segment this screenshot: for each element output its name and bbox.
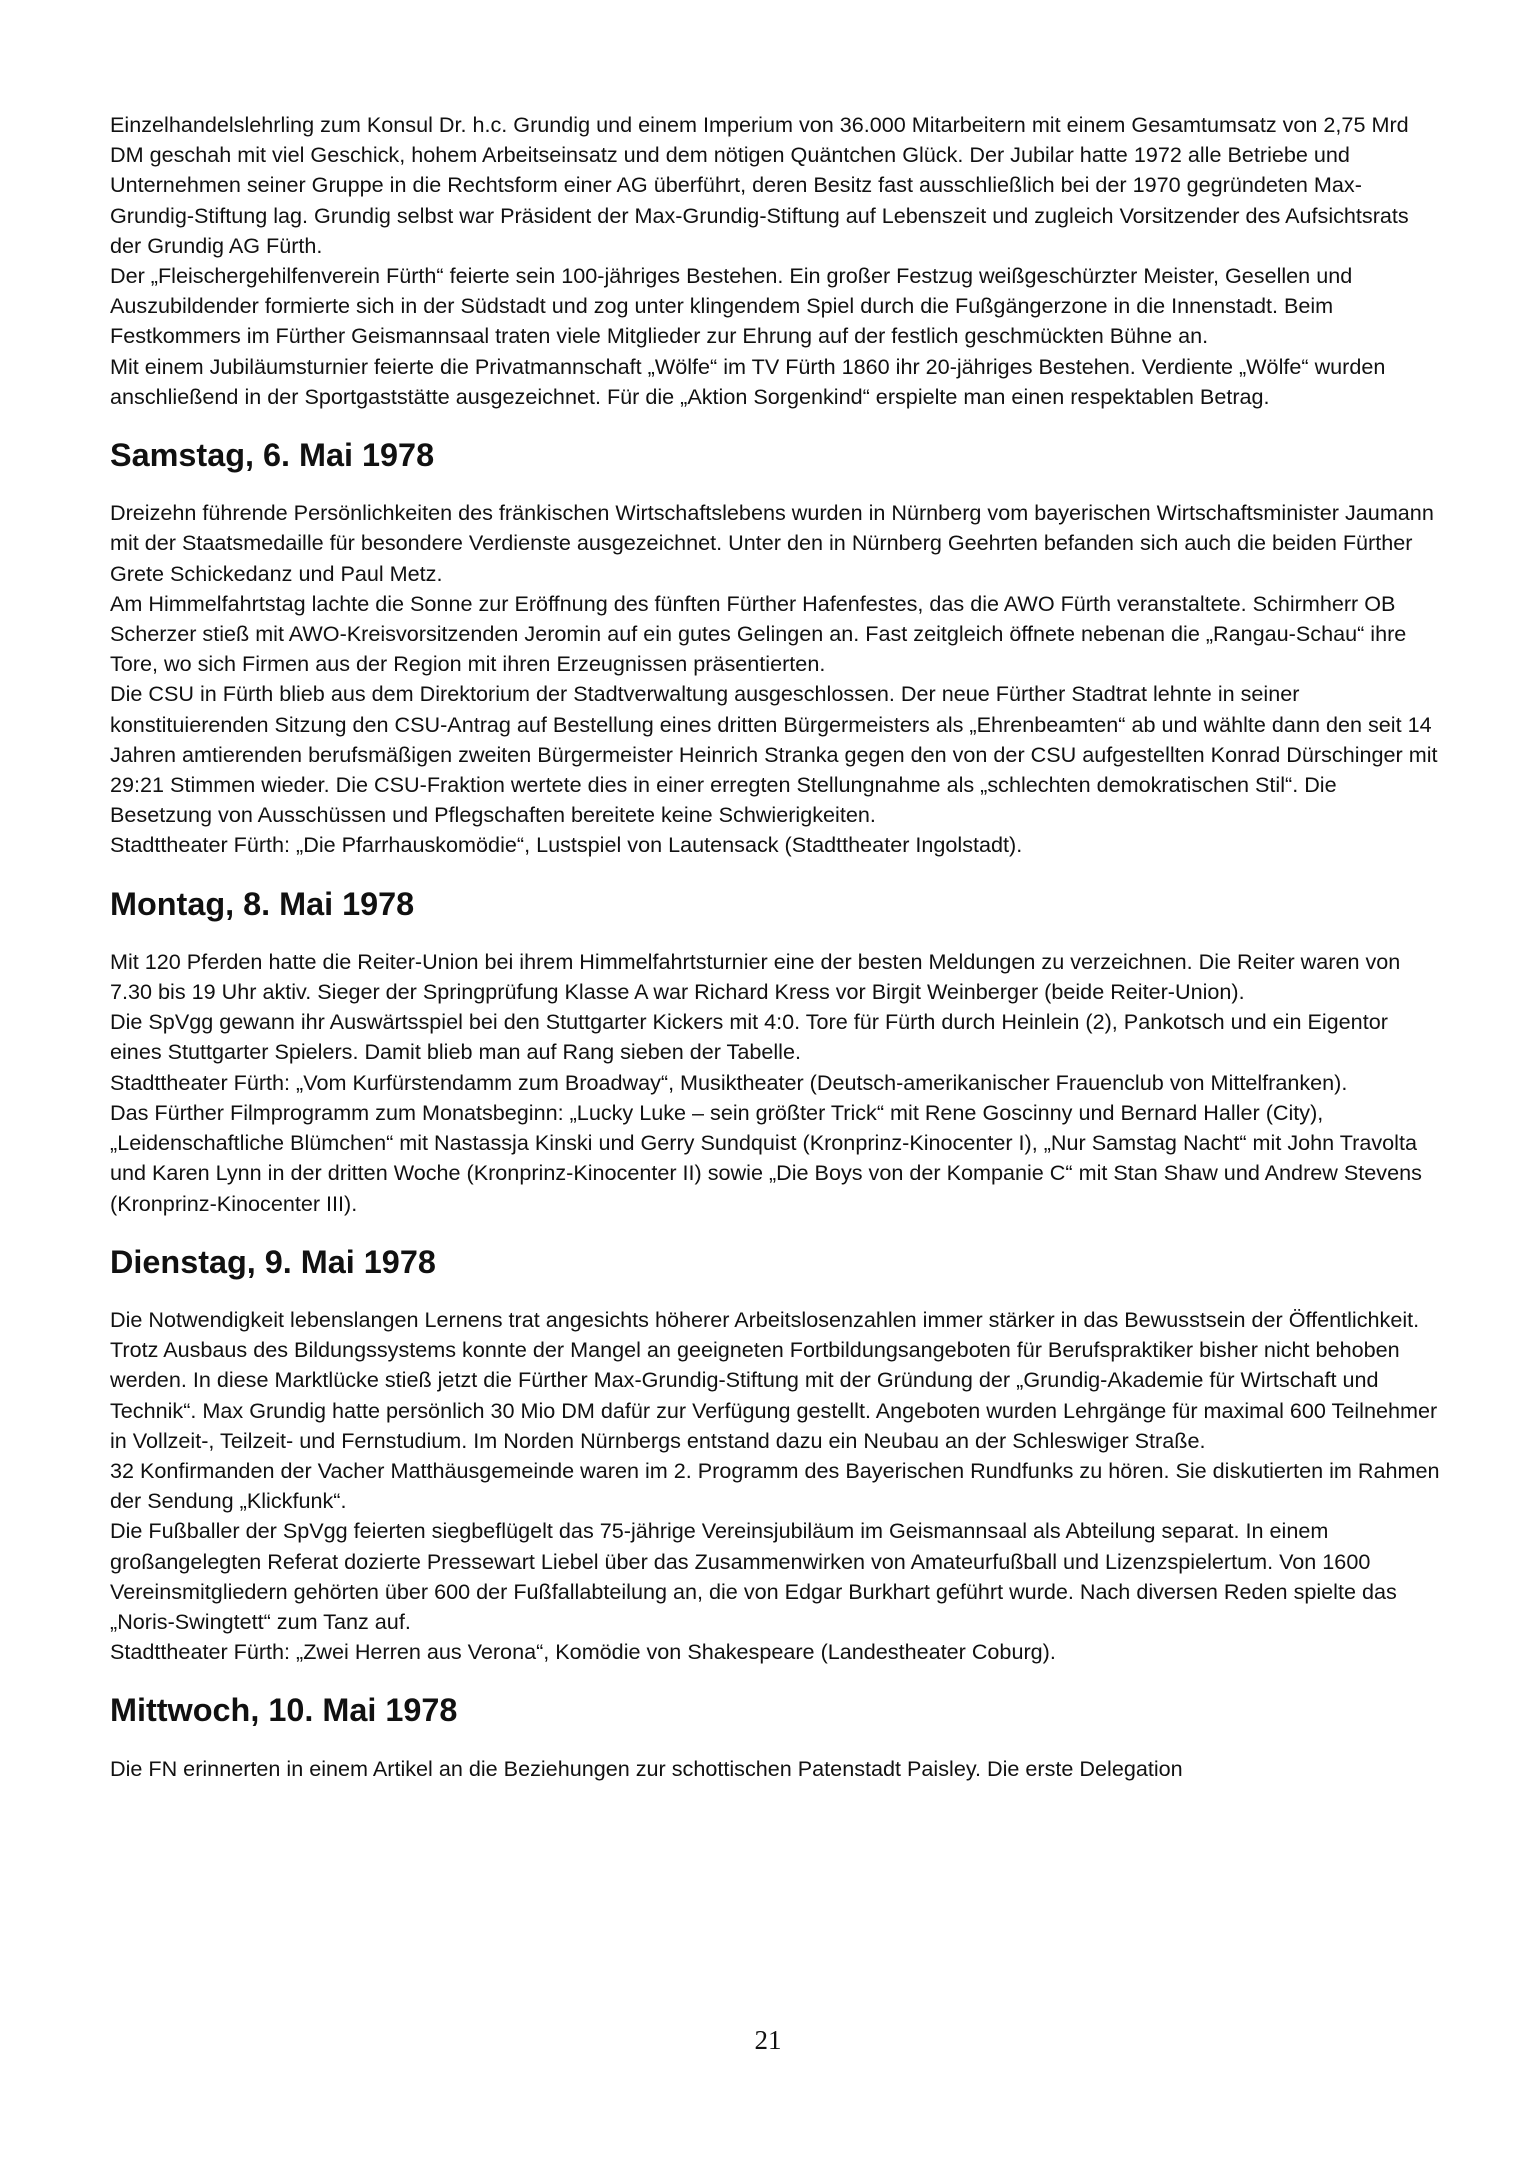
paragraph: Die CSU in Fürth blieb aus dem Direktorium der Stadtverwaltung ausgeschlossen. Der neue Fürther Stadtrat lehnte in seiner konstituierenden Sitzung den CSU-Antrag auf Bestellung eines dritten Bürgermeisters als „Ehrenbeamten“ ab und wählte dann den seit 14 Jahren amtierenden berufsmäßigen zweiten Bürgermeister Heinrich Stranka gegen den von der CSU aufgestellten Konrad Dürschinger mit 29:21 Stimmen wieder. Die CSU-Fraktion wertete dies in einer erregten Stellungnahme als „schlechten demokratischen Stil“. Die Besetzung von Ausschüssen und Pflegschaften bereitete keine Schwierigkeiten. bbox=[110, 681, 1438, 828]
paragraph: Der „Fleischergehilfenverein Fürth“ feierte sein 100-jähriges Bestehen. Ein großer Festzug weißgeschürzter Meister, Gesellen und Auszubildender formierte sich in der Südstadt und zog unter klingendem Spiel durch die Fußgängerzone in die Innenstadt. Beim Festkommers im Fürther Geismannsaal traten viele Mitglieder zur Ehrung auf der festlich geschmückten Bühne an. bbox=[110, 263, 1353, 349]
paragraph: Am Himmelfahrtstag lachte die Sonne zur Eröffnung des fünften Fürther Hafenfestes, das die AWO Fürth veranstaltete. Schirmherr OB Scherzer stieß mit AWO-Kreisvorsitzenden Jeromin auf ein gutes Gelingen an. Fast zeitgleich öffnete nebenan die „Rangau-Schau“ ihre Tore, wo sich Firmen aus der Region mit ihren Erzeugnissen präsentierten. bbox=[110, 590, 1407, 677]
paragraph: Stadttheater Fürth: „Die Pfarrhauskomödie“, Lustspiel von Lautensack (Stadttheater Ingolstadt). bbox=[110, 832, 1023, 858]
paragraph: Stadttheater Fürth: „Vom Kurfürstendamm zum Broadway“, Musiktheater (Deutsch-amerikanischer Frauenclub von Mittelfranken). bbox=[110, 1069, 1348, 1095]
paragraph: Mit einem Jubiläumsturnier feierte die Privatmannschaft „Wölfe“ im TV Fürth 1860 ihr 20-jähriges Bestehen. Verdiente „Wölfe“ wurden anschließend in der Sportgaststätte ausgezeichnet. Für die „Aktion Sorgenkind“ erspielte man einen respektablen Betrag. bbox=[110, 353, 1386, 409]
section-heading: Montag, 8. Mai 1978 bbox=[110, 885, 415, 922]
section-heading: Mittwoch, 10. Mai 1978 bbox=[110, 1692, 458, 1729]
paragraph: Die Fußballer der SpVgg feierten siegbeflügelt das 75-jährige Vereinsjubiläum im Geismannsaal als Abteilung separat. In einem großangelegten Referat dozierte Pressewart Liebel über das Zusammenwirken von Amateurfußball und Lizenzspielertum. Von 1600 Vereinsmitgliedern gehörten über 600 der Fußfallabteilung an, die von Edgar Burkhart geführt wurde. Nach diversen Reden spielte das „Noris-Swingtett“ zum Tanz auf. bbox=[110, 1518, 1397, 1634]
paragraph: Die SpVgg gewann ihr Auswärtsspiel bei den Stuttgarter Kickers mit 4:0. Tore für Fürth durch Heinlein (2), Pankotsch und ein Eigentor eines Stuttgarter Spielers. Damit blieb man auf Rang sieben der Tabelle. bbox=[110, 1009, 1388, 1065]
paragraph: Dreizehn führende Persönlichkeiten des fränkischen Wirtschaftslebens wurden in Nürnberg vom bayerischen Wirtschaftsminister Jaumann mit der Staatsmedaille für besondere Verdienste ausgezeichnet. Unter den in Nürnberg Geehrten befanden sich auch die beiden Fürther Grete Schickedanz und Paul Metz. bbox=[110, 500, 1434, 586]
paragraph: Mit 120 Pferden hatte die Reiter-Union bei ihrem Himmelfahrtsturnier eine der besten Meldungen zu verzeichnen. Die Reiter waren von 7.30 bis 19 Uhr aktiv. Sieger der Springprüfung Klasse A war Richard Kress vor Birgit Weinberger (beide Reiter-Union). bbox=[110, 948, 1401, 1005]
paragraph: Stadttheater Fürth: „Zwei Herren aus Verona“, Komödie von Shakespeare (Landestheater Coburg). bbox=[110, 1639, 1056, 1665]
section-mittwoch-10-mai bbox=[110, 1692, 1440, 1783]
document-body bbox=[110, 110, 1440, 1784]
paragraph: Die Notwendigkeit lebenslangen Lernens trat angesichts höherer Arbeitslosenzahlen immer stärker in das Bewusstsein der Öffentlichkeit. Trotz Ausbaus des Bildungssystems konnte der Mangel an geeigneten Fortbildungsangeboten für Berufspraktiker bisher nicht behoben werden. In diese Marktlücke stieß jetzt die Fürther Max-Grundig-Stiftung mit der Gründung der „Grundig-Akademie für Wirtschaft und Technik“. Max Grundig hatte persönlich 30 Mio DM dafür zur Verfügung gestellt. Angeboten wurden Lehrgänge für maximal 600 Teilnehmer in Vollzeit-, Teilzeit- und Fernstudium. Im Norden Nürnbergs entstand dazu ein Neubau an der Schleswiger Straße. bbox=[110, 1306, 1438, 1453]
section-heading: Dienstag, 9. Mai 1978 bbox=[110, 1243, 436, 1280]
section-samstag-6-mai bbox=[110, 437, 1440, 861]
intro-section bbox=[110, 110, 1440, 412]
section-montag-8-mai bbox=[110, 885, 1440, 1219]
paragraph: Das Fürther Filmprogramm zum Monatsbeginn: „Lucky Luke – sein größter Trick“ mit Rene Goscinny und Bernard Haller (City), „Leidenschaftliche Blümchen“ mit Nastassja Kinski und Gerry Sundquist (Kronprinz-Kinocenter I), „Nur Samstag Nacht“ mit John Travolta und Karen Lynn in der dritten Woche (Kronprinz-Kinocenter II) sowie „Die Boys von der Kompanie C“ mit Stan Shaw und Andrew Stevens (Kronprinz-Kinocenter III). bbox=[110, 1099, 1422, 1216]
paragraph: Die FN erinnerten in einem Artikel an die Beziehungen zur schottischen Patenstadt Paisley. Die erste Delegation bbox=[110, 1755, 1183, 1781]
paragraph: 32 Konfirmanden der Vacher Matthäusgemeinde waren im 2. Programm des Bayerischen Rundfunks zu hören. Sie diskutierten im Rahmen der Sendung „Klickfunk“. bbox=[110, 1457, 1440, 1514]
paragraph: Einzelhandelslehrling zum Konsul Dr. h.c. Grundig und einem Imperium von 36.000 Mitarbeitern mit einem Gesamtumsatz von 2,75 Mrd DM geschah mit viel Geschick, hohem Arbeitseinsatz und dem nötigen Quäntchen Glück. Der Jubilar hatte 1972 alle Betriebe und Unternehmen seiner Gruppe in die Rechtsform einer AG überführt, deren Besitz fast ausschließlich bei der 1970 gegründeten Max-Grundig-Stiftung lag. Grundig selbst war Präsident der Max-Grundig-Stiftung auf Lebenszeit und zugleich Vorsitzender des Aufsichtsrats der Grundig AG Fürth. bbox=[110, 112, 1409, 258]
page-number: 21 bbox=[754, 2025, 782, 2055]
section-heading: Samstag, 6. Mai 1978 bbox=[110, 437, 435, 474]
section-dienstag-9-mai bbox=[110, 1243, 1440, 1668]
